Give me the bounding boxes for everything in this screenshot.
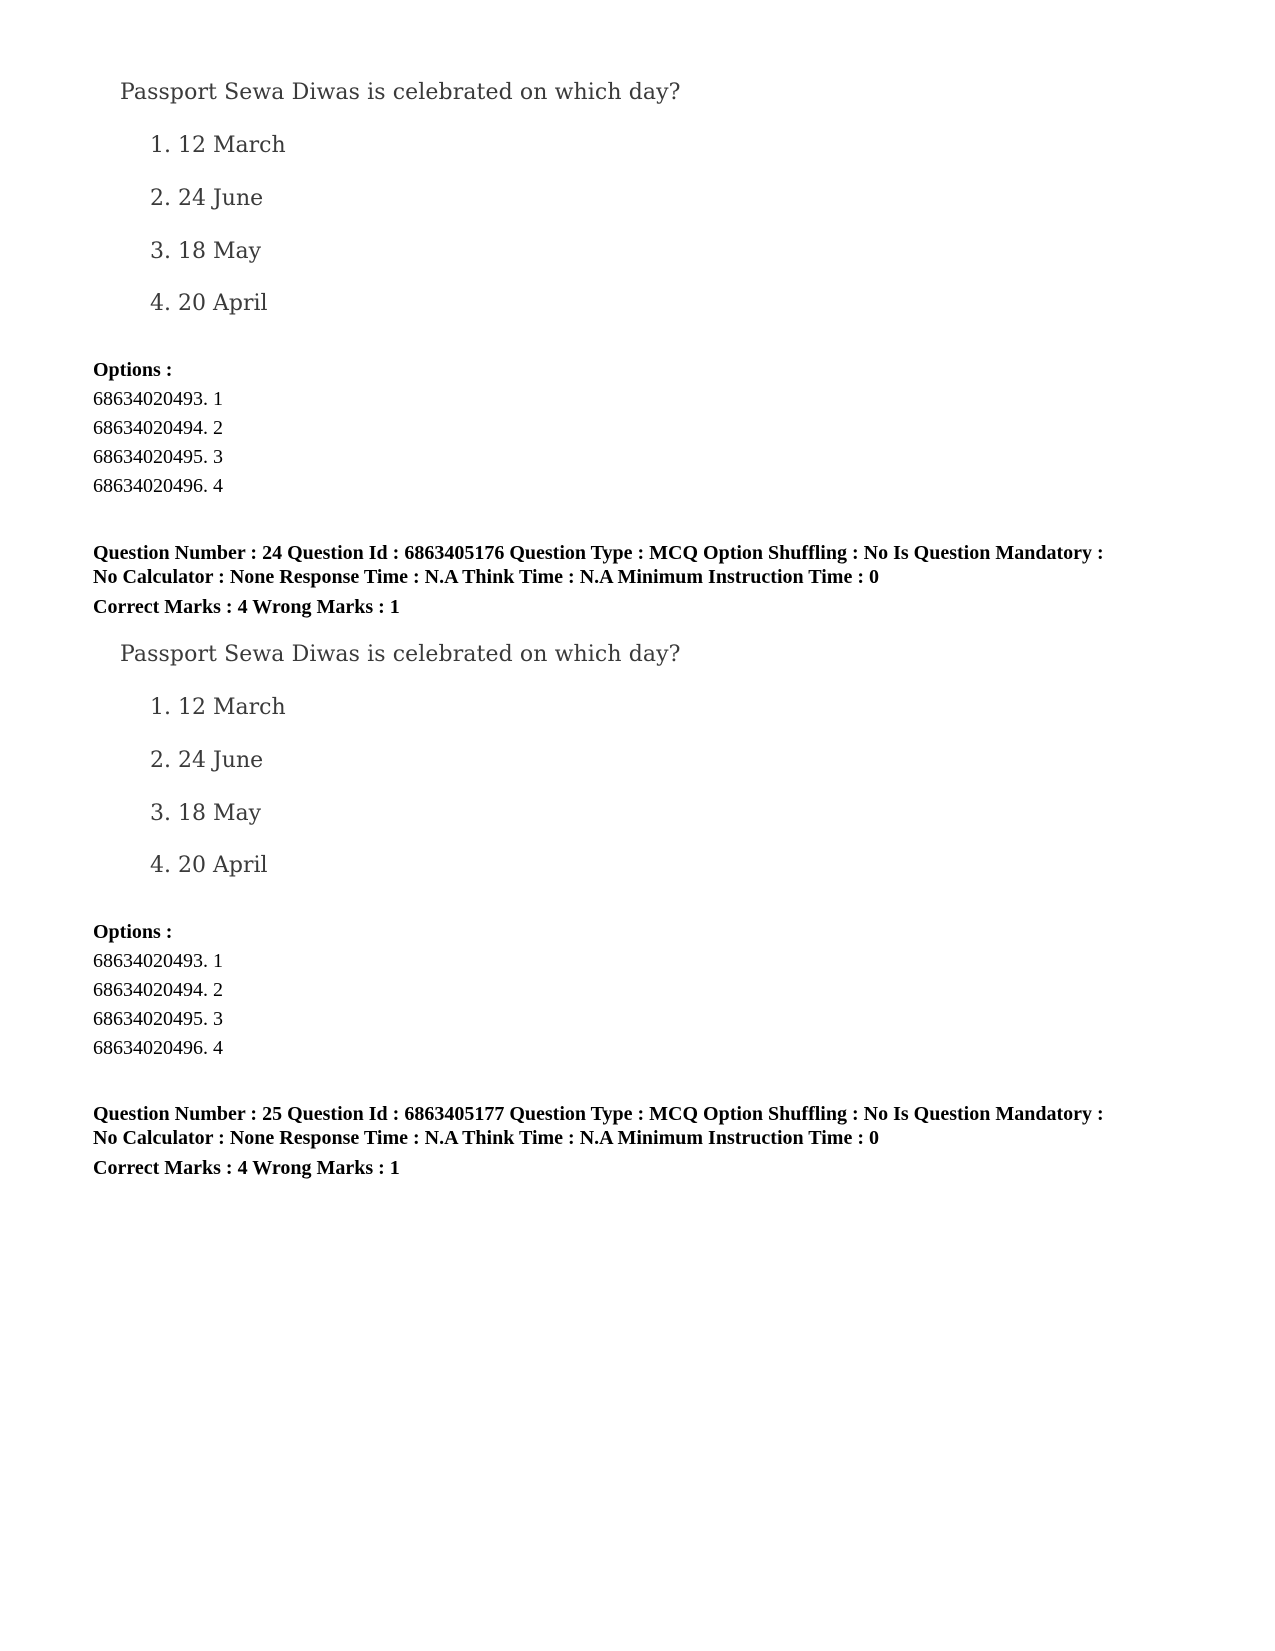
options-label: Options : [93,359,173,381]
option-line: 68634020493. 1 [93,388,223,410]
choice-item: 2. 24 June [150,748,264,773]
meta-line: No Calculator : None Response Time : N.A Think Time : N.A Minimum Instruction Time : 0 [93,1127,879,1149]
marks-line: Correct Marks : 4 Wrong Marks : 1 [93,1157,400,1179]
question-meta [93,1102,1193,1180]
choice-item: 3. 18 May [150,801,262,826]
choice-item: 4. 20 April [150,291,268,316]
options-list [93,356,223,501]
option-line: 68634020495. 3 [93,446,223,468]
meta-line: No Calculator : None Response Time : N.A Think Time : N.A Minimum Instruction Time : 0 [93,566,879,588]
question-meta [93,541,1193,619]
choice-item: 2. 24 June [150,186,264,211]
question-text: Passport Sewa Diwas is celebrated on which day? [120,80,681,105]
choice-item: 1. 12 March [150,695,286,720]
marks-line: Correct Marks : 4 Wrong Marks : 1 [93,596,400,618]
option-line: 68634020493. 1 [93,950,223,972]
choice-item: 4. 20 April [150,853,268,878]
option-line: 68634020495. 3 [93,1008,223,1030]
option-line: 68634020494. 2 [93,979,223,1001]
choice-item: 1. 12 March [150,133,286,158]
meta-line: Question Number : 24 Question Id : 6863405176 Question Type : MCQ Option Shuffling : No Is Question Mandatory : [93,542,1104,564]
choice-item: 3. 18 May [150,239,262,264]
option-line: 68634020496. 4 [93,475,223,497]
meta-line: Question Number : 25 Question Id : 6863405177 Question Type : MCQ Option Shuffling : No Is Question Mandatory : [93,1103,1104,1125]
question-text: Passport Sewa Diwas is celebrated on which day? [120,642,681,667]
options-list [93,918,223,1063]
options-label: Options : [93,921,173,943]
option-line: 68634020494. 2 [93,417,223,439]
option-line: 68634020496. 4 [93,1037,223,1059]
